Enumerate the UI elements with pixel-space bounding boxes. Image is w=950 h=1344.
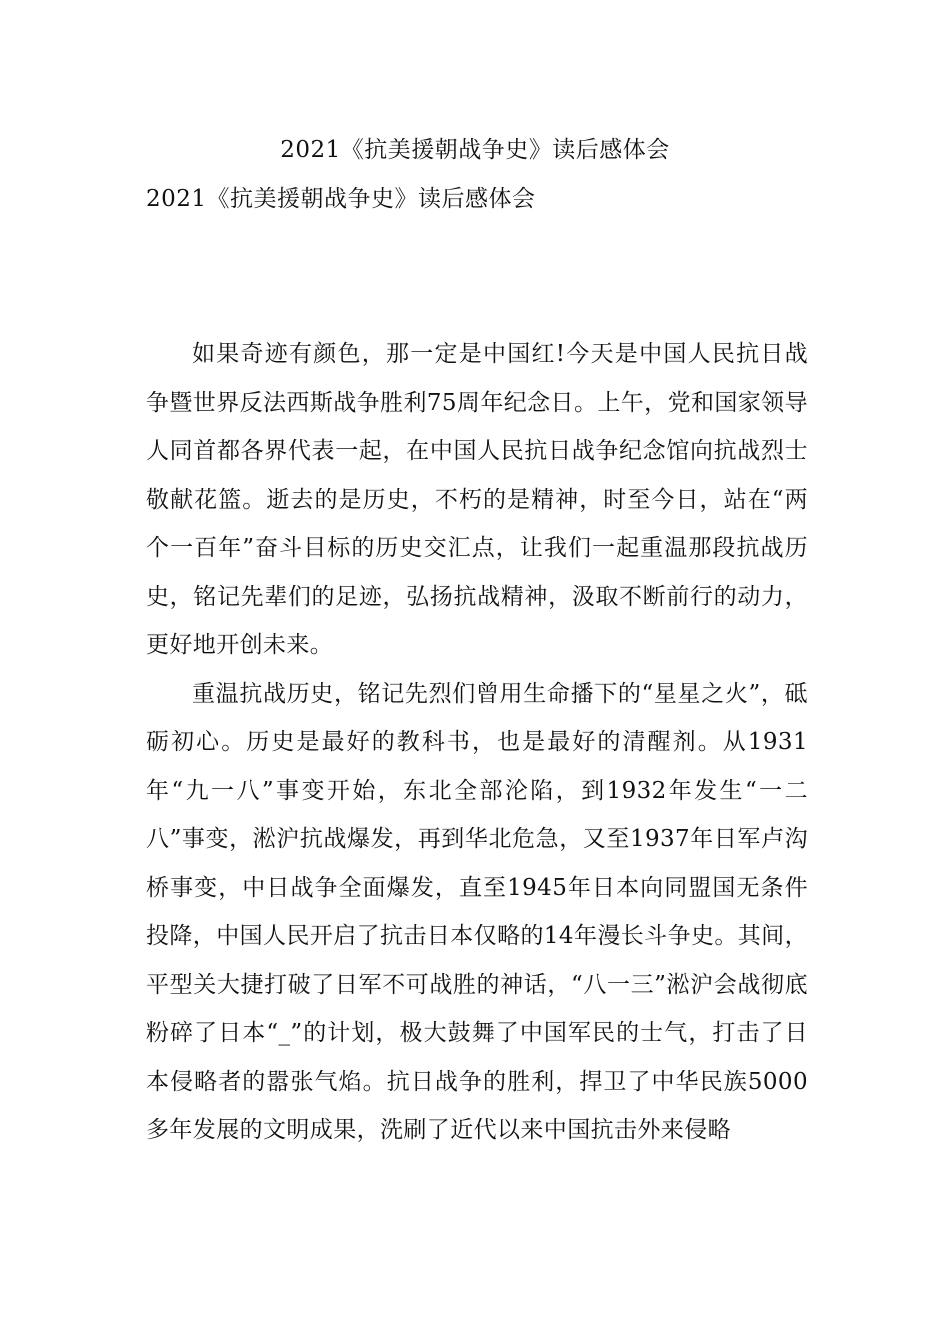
document-title-left: 2021《抗美援朝战争史》读后感体会 — [146, 186, 536, 212]
paragraph-1: 如果奇迹有颜色，那一定是中国红!今天是中国人民抗日战争暨世界反法西斯战争胜利75周年纪念日。上午，党和国家领导人同首都各界代表一起，在中国人民抗日战争纪念馆向抗战烈士敬献花篮。逝去的是历史，不朽的是精神，时至今日，站在“两个一百年”奋斗目标的历史交汇点，让我们一起重温那段抗战历史，铭记先辈们的足迹，弘扬抗战精神，汲取不断前行的动力，更好地开创未来。 — [146, 341, 808, 658]
paragraph-2: 重温抗战历史，铭记先烈们曾用生命播下的“星星之火”，砥砺初心。历史是最好的教科书，也是最好的清醒剂。从1931年“九一八”事变开始，东北全部沦陷，到1932年发生“一二八”事变，淞沪抗战爆发，再到华北危急，又至1937年日军卢沟桥事变，中日战争全面爆发，直至1945年日本向同盟国无条件投降，中国人民开启了抗击日本仅略的14年漫长斗争史。其间，平型关大捷打破了日军不可战胜的神话，“八一三”淞沪会战彻底粉碎了日本“_”的计划，极大鼓舞了中国军民的士气，打击了日本侵略者的嚣张气焰。抗日战争的胜利，捍卫了中华民族5000多年发展的文明成果，洗刷了近代以来中国抗击外来侵略 — [146, 680, 808, 1143]
document-body — [146, 330, 808, 1155]
document-title-centered: 2021《抗美援朝战争史》读后感体会 — [280, 137, 670, 163]
